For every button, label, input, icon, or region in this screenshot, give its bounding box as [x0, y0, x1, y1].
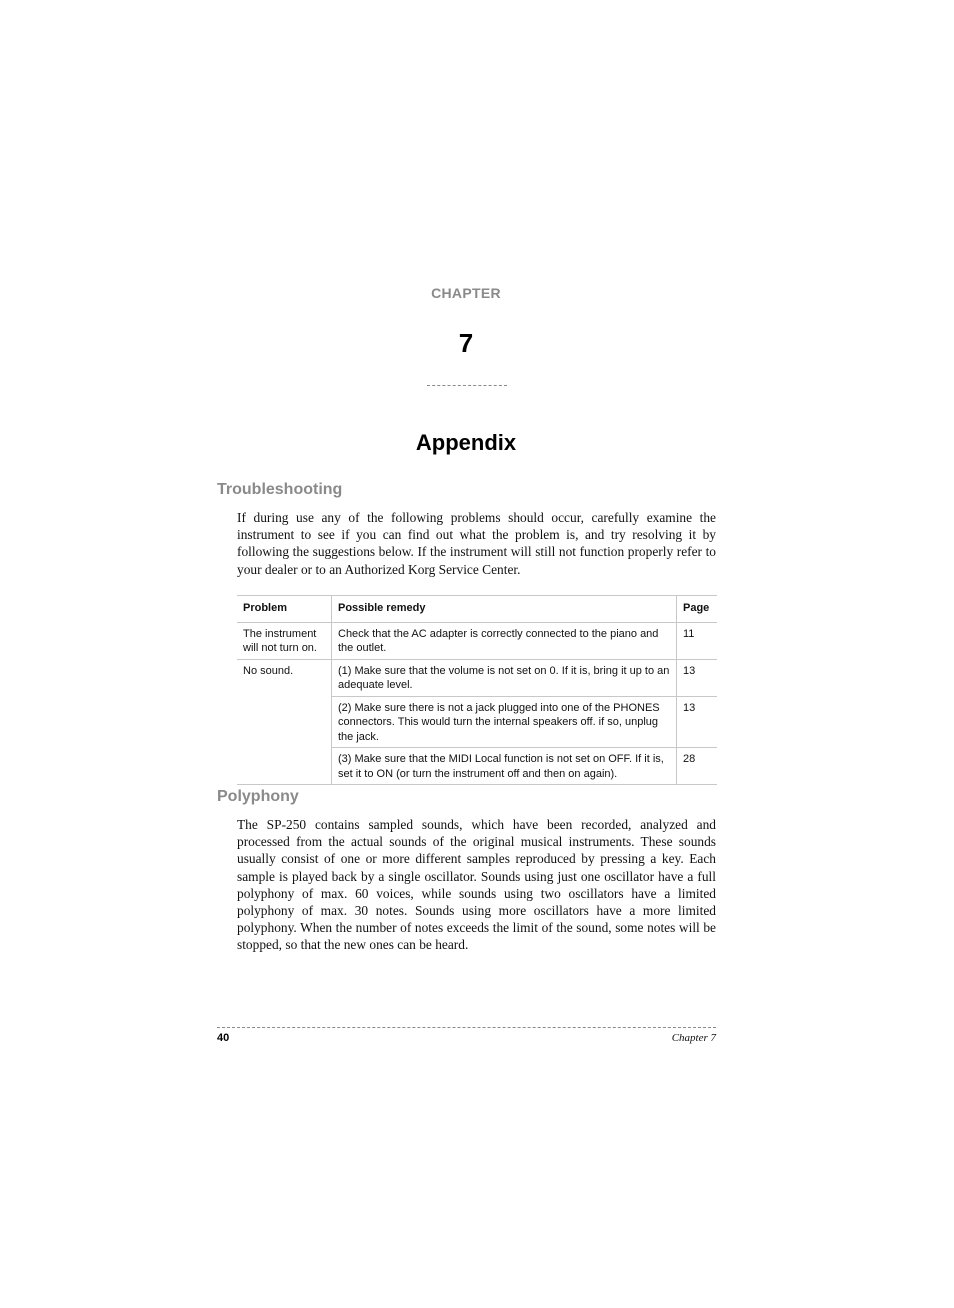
- remedy-cell: (2) Make sure there is not a jack plugged into one of the PHONES connectors. This would turn the internal speakers off. if so, unplug the jack.: [332, 696, 677, 748]
- table-row: [237, 748, 717, 785]
- header-remedy: Possible remedy: [332, 596, 677, 623]
- table-row: [237, 659, 717, 696]
- troubleshooting-heading: Troubleshooting: [217, 481, 343, 498]
- footer-divider: [217, 1027, 716, 1028]
- chapter-number: 7: [458, 328, 474, 358]
- table-row: [237, 622, 717, 659]
- chapter-title: Appendix: [415, 430, 517, 455]
- header-page: Page: [677, 596, 718, 623]
- problem-cell: No sound.: [237, 659, 332, 696]
- polyphony-heading: Polyphony: [217, 788, 299, 805]
- table-header-row: [237, 596, 717, 623]
- problem-cell: [237, 696, 332, 748]
- page-number: 40: [217, 1032, 230, 1044]
- page-cell: 13: [677, 659, 718, 696]
- remedy-cell: (3) Make sure that the MIDI Local function is not set on OFF. If it is, set it to ON (or turn the instrument off and then on again).: [332, 748, 677, 785]
- remedy-cell: (1) Make sure that the volume is not set on 0. If it is, bring it up to an adequate level.: [332, 659, 677, 696]
- chapter-divider: [427, 385, 507, 386]
- footer-chapter-label: Chapter 7: [671, 1032, 716, 1044]
- problem-cell: The instrument will not turn on.: [237, 622, 332, 659]
- page-cell: 11: [677, 622, 718, 659]
- troubleshooting-table: [237, 595, 717, 785]
- page-cell: 28: [677, 748, 718, 785]
- chapter-label: CHAPTER: [431, 285, 501, 301]
- polyphony-body: The SP-250 contains sampled sounds, which have been recorded, analyzed and processed from the actual sounds of the original musical instruments. These sounds usually consist of one or more different samples reproduced by pressing a key. Each sample is played back by a single oscillator. Sounds using just one oscillator have a full polyphony of max. 60 voices, while sounds using two oscillators have a limited polyphony of max. 30 notes. Sounds using more oscillators have a more limited polyphony. When the number of notes exceeds the limit of the sound, some notes will be stopped, so that the new ones can be heard.: [237, 817, 716, 953]
- table-row: [237, 696, 717, 748]
- header-problem: Problem: [237, 596, 332, 623]
- troubleshooting-intro: If during use any of the following problems should occur, carefully examine the instrument to see if you can find out what the problem is, and try resolving it by following the suggestions below. If the instrument will still not function properly refer to your dealer or to an Authorized Korg Service Center.: [237, 510, 716, 577]
- problem-cell: [237, 748, 332, 785]
- remedy-cell: Check that the AC adapter is correctly connected to the piano and the outlet.: [332, 622, 677, 659]
- page-cell: 13: [677, 696, 718, 748]
